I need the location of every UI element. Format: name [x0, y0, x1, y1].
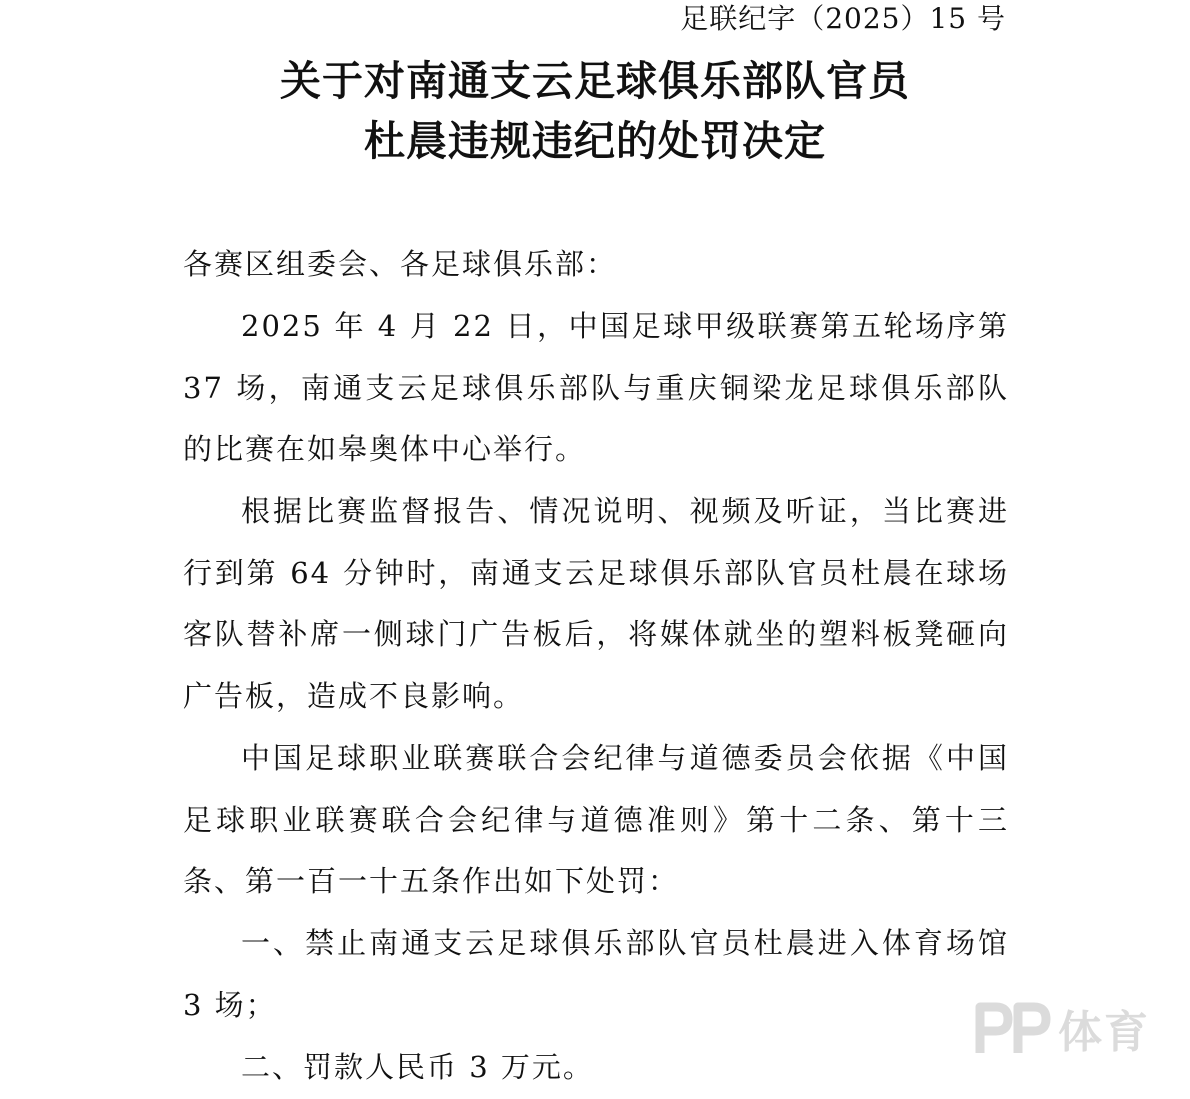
watermark-text: 体育	[1058, 1007, 1150, 1058]
document-title-line-1: 关于对南通支云足球俱乐部队官员	[280, 57, 910, 105]
paragraph-legal-basis: 中国足球职业联赛联合会纪律与道德委员会依据《中国足球职业联赛联合会纪律与道德准则》第十二条、第十三条、第一百一十五条作出如下处罚：	[183, 741, 1009, 898]
paragraph-match-info: 2025 年 4 月 22 日，中国足球甲级联赛第五轮场序第 37 场，南通支云足球俱乐部队与重庆铜梁龙足球俱乐部队的比赛在如皋奥体中心举行。	[183, 309, 1009, 466]
document-title-line-2: 杜晨违规违纪的处罚决定	[364, 117, 826, 165]
watermark	[972, 996, 1150, 1060]
paragraph-penalty-ban: 一、禁止南通支云足球俱乐部队官员杜晨进入体育场馆 3 场；	[183, 926, 1009, 1022]
paragraph-incident: 根据比赛监督报告、情况说明、视频及听证，当比赛进行到第 64 分钟时，南通支云足球俱乐部队官员杜晨在球场客队替补席一侧球门广告板后，将媒体就坐的塑料板凳砸向广告板，造成不良影响。	[183, 494, 1009, 713]
document-number: 足联纪字（2025）15 号	[680, 2, 1006, 35]
paragraph-penalty-fine: 二、罚款人民币 3 万元。	[241, 1050, 594, 1084]
salutation: 各赛区组委会、各足球俱乐部：	[183, 247, 618, 281]
pp-logo-icon	[972, 999, 1054, 1057]
